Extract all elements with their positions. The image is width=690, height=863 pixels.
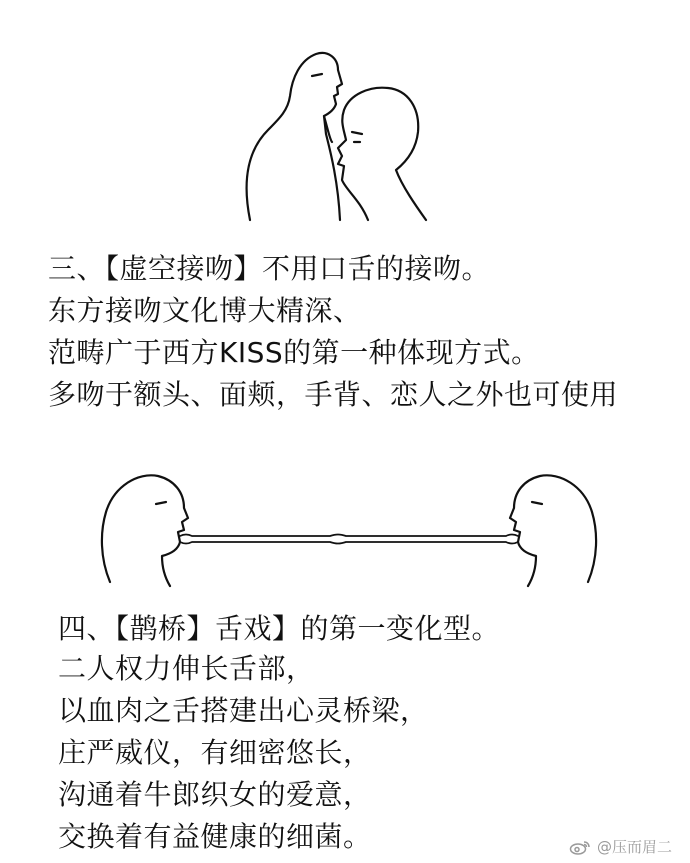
section3-line: 东方接吻文化博大精深、 bbox=[48, 294, 362, 327]
section4-line: 二人权力伸长舌部， bbox=[58, 652, 315, 685]
weibo-logo-icon bbox=[569, 839, 591, 855]
forehead-kiss-illustration bbox=[220, 30, 450, 230]
tongue-bridge-illustration bbox=[100, 462, 600, 592]
section4-heading: 四、【鹊桥】舌戏】的第一变化型。 bbox=[58, 612, 501, 645]
section4-line: 庄严威仪，有细密悠长， bbox=[58, 736, 372, 769]
section4-line: 以血肉之舌搭建出心灵桥梁， bbox=[58, 694, 429, 727]
section3-heading: 三、【虚空接吻】不用口舌的接吻。 bbox=[48, 252, 491, 285]
watermark-handle: @压而眉二 bbox=[596, 838, 672, 856]
section3-line: 多吻于额头、面颊，手背、恋人之外也可使用 bbox=[48, 378, 619, 411]
section4-line: 沟通着牛郎织女的爱意， bbox=[58, 778, 372, 811]
section3-line: 范畴广于西方KISS的第一种体现方式。 bbox=[48, 336, 540, 369]
weibo-watermark bbox=[569, 836, 672, 857]
section4-line: 交换着有益健康的细菌。 bbox=[58, 820, 372, 853]
